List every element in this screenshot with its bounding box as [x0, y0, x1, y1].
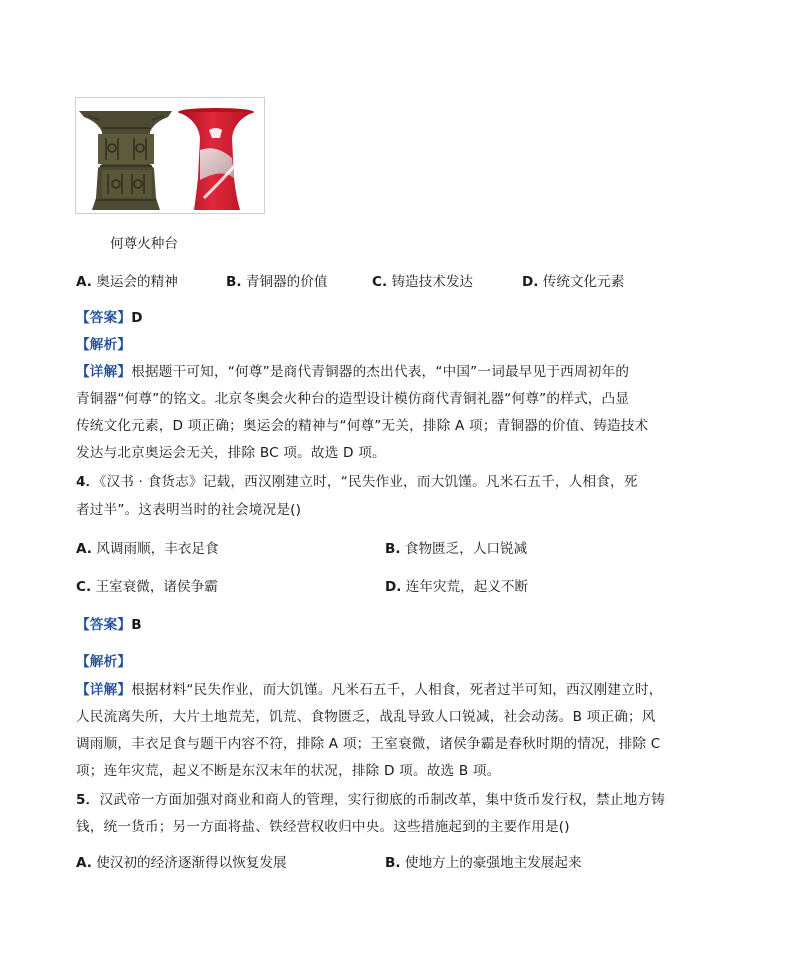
- bronze-zun-vessel-icon: [79, 111, 172, 210]
- q5-option-a: A. 使汉初的经济逐渐得以恢复发展: [76, 855, 287, 871]
- q4-analysis-tag: 【解析】: [76, 654, 132, 670]
- figure-images: [76, 98, 264, 213]
- olympic-torch-stand-icon: [178, 108, 254, 210]
- q5-option-b: B. 使地方上的豪强地主发展起来: [385, 855, 582, 871]
- q3-option-b: B. 青铜器的价值: [226, 274, 328, 290]
- q4-option-c: C. 王室衰微，诸侯争霸: [76, 579, 218, 595]
- q4-detail-line-1: 【详解】根据材料“民失作业，而大饥馑。凡米石五千，人相食，死者过半可知，西汉刚建立时，: [76, 682, 663, 698]
- q4-option-d: D. 连年灾荒，起义不断: [385, 579, 529, 595]
- q5-stem-line-1: 5．汉武帝一方面加强对商业和商人的管理，实行彻底的币制改革，集中货币发行权，禁止地方铸: [76, 792, 665, 808]
- q5-stem-line-2: 钱，统一货币；另一方面将盐、铁经营权收归中央。这些措施起到的主要作用是(): [76, 819, 570, 835]
- q4-detail-line-4: 项；连年灾荒，起义不断是东汉末年的状况，排除 D 项。故选 B 项。: [76, 763, 501, 779]
- q4-option-b: B. 食物匮乏，人口锐减: [385, 541, 528, 557]
- q3-detail-line-4: 发达与北京奥运会无关，排除 BC 项。故选 D 项。: [76, 445, 386, 461]
- q3-analysis-tag: 【解析】: [76, 337, 132, 353]
- figure-caption: 何尊火种台: [110, 236, 178, 252]
- q4-detail-line-3: 调雨顺，丰衣足食与题干内容不符，排除 A 项；王室衰微，诸侯争霸是春秋时期的情况，排除 C: [76, 736, 661, 752]
- figure-frame: [75, 97, 265, 214]
- q4-stem-line-2: 者过半”。这表明当时的社会境况是(): [76, 502, 302, 518]
- q4-option-a: A. 风调雨顺，丰衣足食: [76, 541, 219, 557]
- q4-detail-line-2: 人民流离失所，大片土地荒芜，饥荒、食物匮乏，战乱导致人口锐减，社会动荡。B 项正确；风: [76, 709, 656, 725]
- q3-detail-line-1: 【详解】根据题干可知，“何尊”是商代青铜器的杰出代表，“中国”一词最早见于西周初年的: [76, 364, 630, 380]
- q3-option-d: D. 传统文化元素: [522, 274, 625, 290]
- q3-option-c: C. 铸造技术发达: [372, 274, 474, 290]
- q3-answer: 【答案】D: [76, 310, 143, 326]
- q4-stem-line-1: 4．《汉书 · 食货志》记载，西汉刚建立时，“民失作业，而大饥馑。凡米石五千，人相食，死: [76, 474, 638, 490]
- q4-answer: 【答案】B: [76, 617, 142, 633]
- q3-detail-line-3: 传统文化元素，D 项正确；奥运会的精神与“何尊”无关，排除 A 项；青铜器的价值、铸造技术: [76, 418, 649, 434]
- q3-option-a: A. 奥运会的精神: [76, 274, 178, 290]
- q3-detail-line-2: 青铜器“何尊”的铭文。北京冬奥会火种台的造型设计模仿商代青铜礼器“何尊”的样式，凸显: [76, 391, 630, 407]
